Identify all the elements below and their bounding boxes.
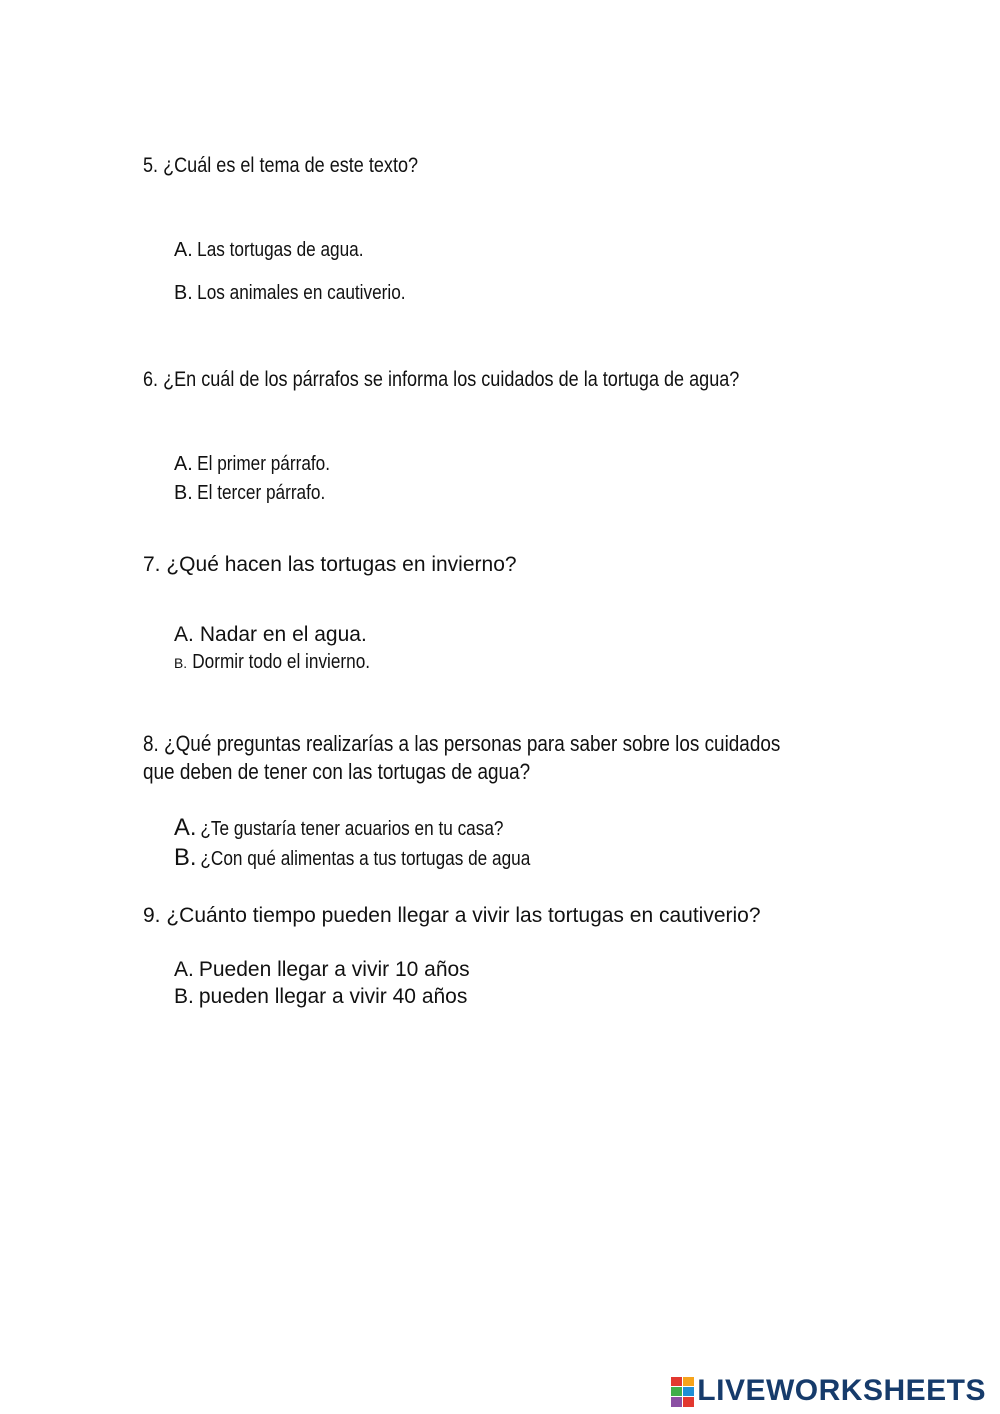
logo-text: LIVEWORKSHEETS bbox=[697, 1374, 986, 1407]
option-text: pueden llegar a vivir 40 años bbox=[198, 985, 468, 1008]
question-5-option-a[interactable] bbox=[174, 240, 364, 260]
option-letter: B. bbox=[174, 282, 193, 304]
option-letter: A. bbox=[174, 239, 193, 261]
question-5-option-b[interactable] bbox=[174, 283, 406, 303]
option-text: Pueden llegar a vivir 10 años bbox=[198, 958, 470, 981]
logo-blocks-icon bbox=[671, 1377, 693, 1405]
option-letter: B. bbox=[174, 655, 188, 671]
option-text: El primer párrafo. bbox=[197, 453, 331, 475]
question-8-line-1: 8. ¿Qué preguntas realizarías a las personas para saber sobre los cuidados bbox=[143, 731, 781, 756]
option-letter: A. bbox=[174, 453, 193, 475]
question-6: 6. ¿En cuál de los párrafos se informa los cuidados de la tortuga de agua? bbox=[143, 368, 740, 391]
question-7-option-b[interactable] bbox=[174, 652, 370, 672]
question-8-option-a[interactable] bbox=[174, 816, 503, 840]
option-text: Dormir todo el invierno. bbox=[192, 651, 371, 673]
question-7: 7. ¿Qué hacen las tortugas en invierno? bbox=[143, 553, 517, 576]
option-letter: B. bbox=[174, 482, 193, 504]
question-6-option-a[interactable] bbox=[174, 454, 330, 474]
question-5: 5. ¿Cuál es el tema de este texto? bbox=[143, 154, 419, 177]
question-9-option-b[interactable] bbox=[174, 986, 467, 1007]
option-text: Las tortugas de agua. bbox=[197, 239, 364, 261]
option-letter: A. bbox=[174, 623, 194, 646]
liveworksheets-logo bbox=[671, 1374, 986, 1408]
option-text: Los animales en cautiverio. bbox=[197, 282, 406, 304]
option-text: El tercer párrafo. bbox=[197, 482, 326, 504]
question-9-option-a[interactable] bbox=[174, 959, 470, 980]
question-8-line-2: que deben de tener con las tortugas de agua? bbox=[143, 759, 531, 784]
option-text: ¿Te gustaría tener acuarios en tu casa? bbox=[200, 818, 504, 840]
option-text: Nadar en el agua. bbox=[199, 623, 367, 646]
option-letter: B. bbox=[174, 844, 197, 871]
question-9: 9. ¿Cuánto tiempo pueden llegar a vivir las tortugas en cautiverio? bbox=[143, 904, 761, 927]
question-6-option-b[interactable] bbox=[174, 483, 325, 503]
option-text: ¿Con qué alimentas a tus tortugas de agua bbox=[200, 848, 531, 870]
option-letter: A. bbox=[174, 814, 197, 841]
option-letter: B. bbox=[174, 985, 194, 1008]
option-letter: A. bbox=[174, 958, 194, 981]
question-7-option-a[interactable] bbox=[174, 624, 367, 645]
question-8-option-b[interactable] bbox=[174, 846, 530, 870]
